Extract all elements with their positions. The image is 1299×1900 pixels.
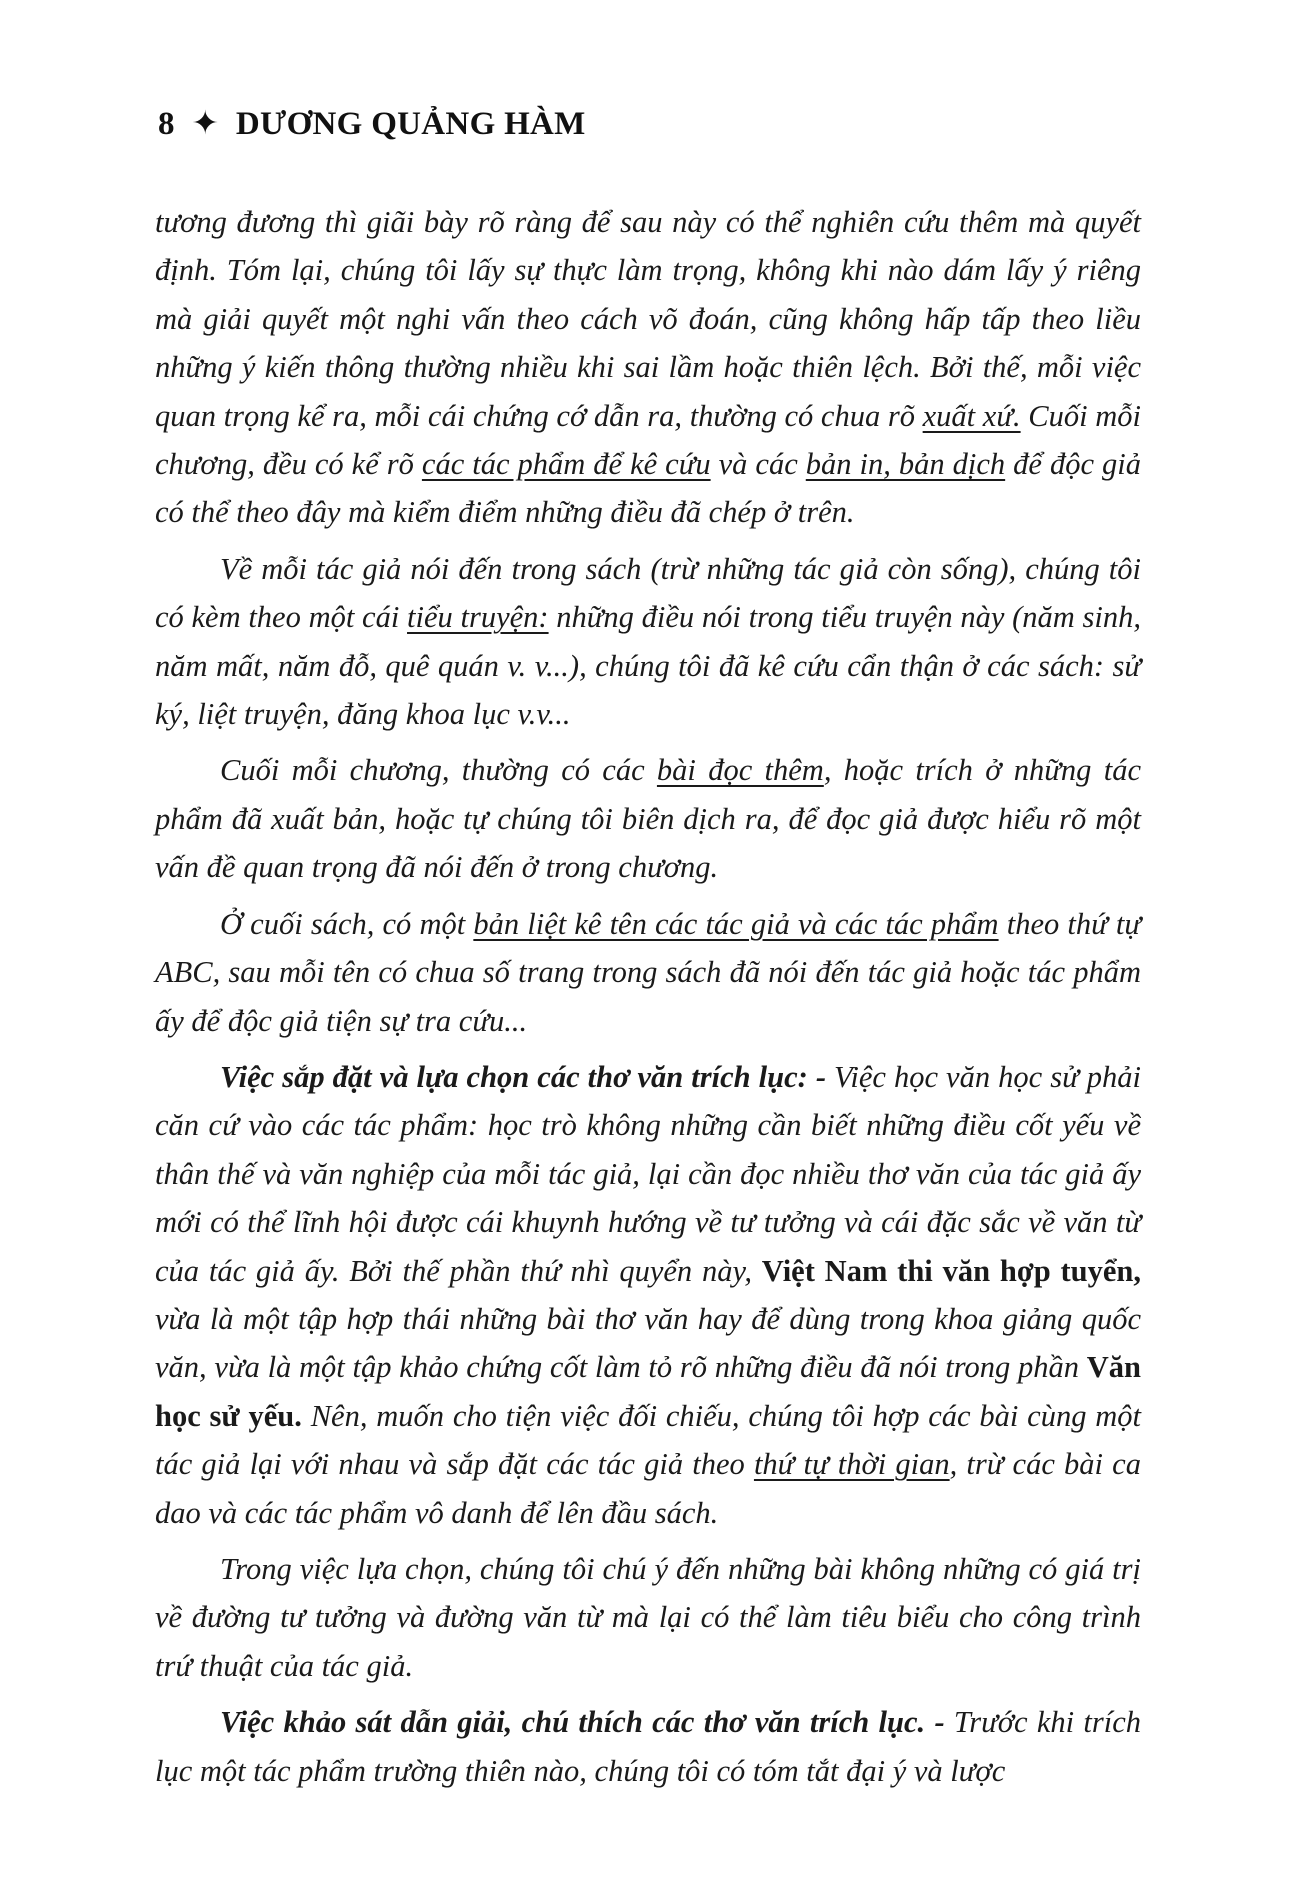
text-run: Ở cuối sách, có một	[220, 906, 474, 941]
paragraph	[155, 198, 1141, 537]
paragraph	[155, 900, 1141, 1045]
text-run: Trước khi trích lục một tác phẩm trường thiên nào, chúng tôi có tóm tắt đại ý và lược	[155, 1705, 1142, 1788]
text-run: Việc học văn học sử phải căn cứ vào các tác phẩm: học trò không những cần biết những điều cốt yếu về thân thế và văn nghiệp của mỗi tác giả, lại cần đọc nhiều thơ văn của tác giả ấy mới có thể lĩnh hội được cái khuynh hướng về tư tưởng và cái đặc sắc về văn từ của tác giả ấy. Bởi thế phần thứ nhì quyển này,	[155, 1059, 1141, 1288]
text-run: và các	[710, 447, 806, 482]
page-number: 8	[158, 106, 175, 142]
text-run: , trừ các bài ca dao và các tác phẩm vô danh để lên đầu sách.	[155, 1447, 1141, 1530]
underlined-term: xuất xứ.	[922, 398, 1021, 433]
paragraph	[155, 545, 1141, 739]
text-run: Cuối mỗi chương, thường có các	[220, 753, 657, 788]
text-run: Cuối mỗi chương, đều có kể rõ	[155, 398, 1141, 482]
text-run: những điều nói trong tiểu truyện này (năm sinh, năm mất, năm đỗ, quê quán v. v...), chúng tôi đã kê cứu cẩn thận ở các sách: sử ký, liệt truyện, đăng khoa lục v.v...	[155, 600, 1141, 732]
underlined-term: các tác phẩm để kê cứu	[421, 447, 711, 482]
paragraph	[155, 1698, 1141, 1795]
running-title: DƯƠNG QUẢNG HÀM	[235, 106, 586, 142]
bold-title: Văn học sử yếu.	[155, 1350, 1141, 1433]
underlined-term: bản liệt kê tên các tác giả và các tác phẩm	[473, 906, 999, 941]
underlined-term: bài đọc thêm	[656, 753, 824, 788]
running-header	[158, 103, 586, 143]
paragraph	[155, 1053, 1141, 1537]
bold-heading: Việc khảo sát dẫn giải, chú thích các thơ văn trích lục. -	[220, 1705, 945, 1740]
underlined-term: tiểu truyện:	[407, 600, 549, 635]
underlined-term: thứ tự thời gian	[753, 1447, 950, 1482]
text-run: vừa là một tập hợp thái những bài thơ văn hay để dùng trong khoa giảng quốc văn, vừa là một tập khảo chứng cốt làm tỏ rõ những điều đã nói trong phần	[155, 1301, 1141, 1385]
text-run: theo thứ tự ABC, sau mỗi tên có chua số trang trong sách đã nói đến tác giả hoặc tác phẩm ấy để độc giả tiện sự tra cứu...	[155, 906, 1141, 1038]
text-run: để độc giả có thể theo đây mà kiểm điểm những điều đã chép ở trên.	[155, 447, 1141, 530]
body-text	[155, 198, 1141, 1795]
text-run: Về mỗi tác giả nói đến trong sách (trừ những tác giả còn sống), chúng tôi có kèm theo một cái	[155, 551, 1141, 635]
text-run: Nên, muốn cho tiện việc đối chiếu, chúng tôi hợp các bài cùng một tác giả lại với nhau và sắp đặt các tác giả theo	[155, 1398, 1141, 1482]
text-run: tương đương thì giãi bày rõ ràng để sau này có thể nghiên cứu thêm mà quyết định. Tóm lại, chúng tôi lấy sự thực làm trọng, không khi nào dám lấy ý riêng mà giải quyết một nghi vấn theo cách võ đoán, cũng không hấp tấp theo liều những ý kiến thông thường nhiều khi sai lầm hoặc thiên lệch. Bởi thế, mỗi việc quan trọng kể ra, mỗi cái chứng cớ dẫn ra, thường có chua rõ	[155, 205, 1141, 433]
underlined-term: bản in, bản dịch	[805, 447, 1006, 482]
separator-icon: ✦	[191, 106, 220, 142]
paragraph	[155, 1545, 1141, 1690]
paragraph	[155, 746, 1141, 891]
text-run: , hoặc trích ở những tác phẩm đã xuất bản, hoặc tự chúng tôi biên dịch ra, để đọc giả được hiểu rõ một vấn đề quan trọng đã nói đến ở trong chương.	[155, 753, 1141, 885]
text-run: Trong việc lựa chọn, chúng tôi chú ý đến những bài không những có giá trị về đường tư tưởng và đường văn từ mà lại có thể làm tiêu biểu cho công trình trứ thuật của tác giả.	[155, 1551, 1141, 1683]
bold-title: Việt Nam thi văn hợp tuyển,	[761, 1253, 1141, 1288]
bold-heading: Việc sắp đặt và lựa chọn các thơ văn trích lục: -	[220, 1059, 826, 1094]
